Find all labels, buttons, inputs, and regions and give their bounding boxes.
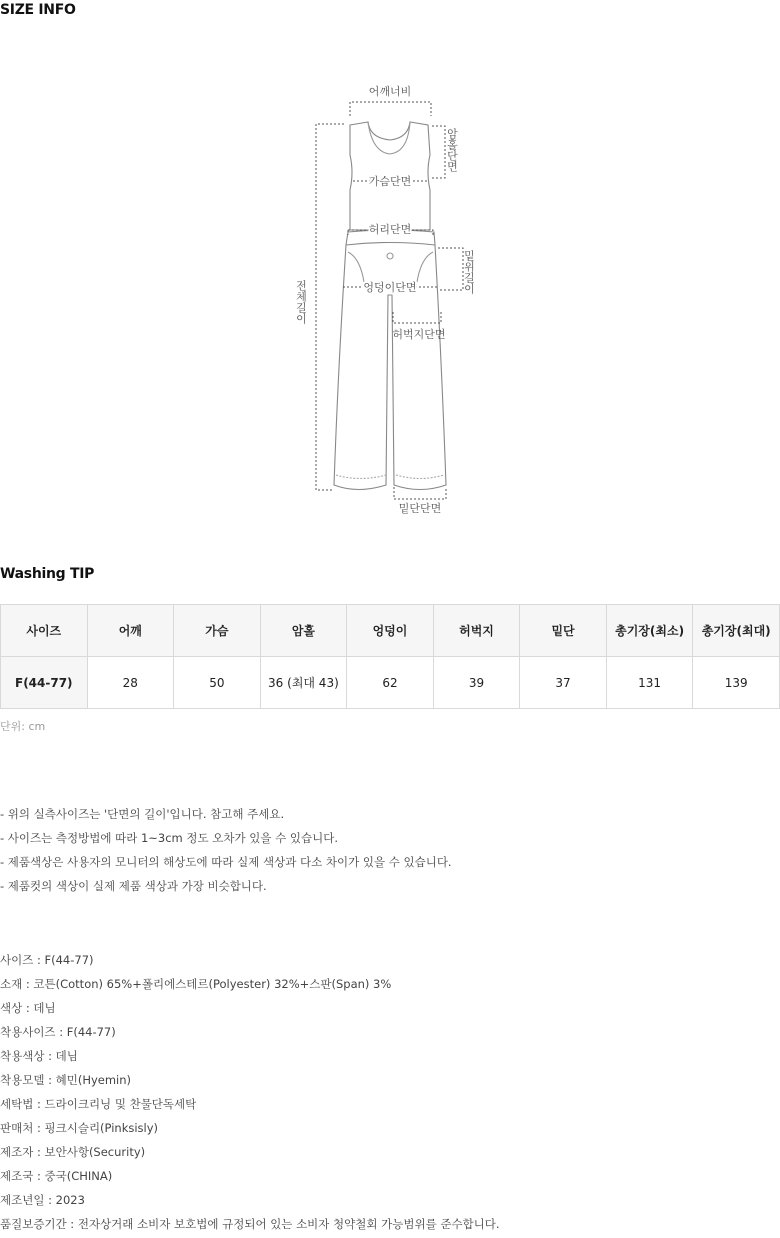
note-item: - 제품컷의 색상이 실제 제품 색상과 가장 비슷합니다. — [0, 879, 267, 893]
note-item: - 사이즈는 측정방법에 따라 1~3cm 정도 오차가 있을 수 있습니다. — [0, 831, 339, 845]
washing-tip-title: Washing TIP — [0, 566, 95, 582]
label-rise: 밑위길이 — [462, 250, 476, 294]
shoulder-guide — [350, 102, 431, 116]
detail-seller: 판매처 : 핑크시슬리(Pinksisly) — [0, 1121, 159, 1135]
header-chest: 가슴 — [174, 605, 261, 657]
table-row — [1, 657, 780, 709]
detail-year: 제조년일 : 2023 — [0, 1193, 85, 1207]
label-armhole: 암홀단면 — [445, 128, 459, 172]
header-hip: 엉덩이 — [347, 605, 434, 657]
thigh-guide — [393, 312, 441, 323]
cell-armhole: 36 (최대 43) — [260, 657, 347, 709]
header-hem: 밑단 — [520, 605, 607, 657]
detail-material: 소재 : 코튼(Cotton) 65%+폴리에스테르(Polyester) 32%+스판(Span) 3% — [0, 977, 392, 991]
cell-hip: 62 — [347, 657, 434, 709]
hem-guide — [394, 487, 446, 499]
header-total-max: 총기장(최대) — [693, 605, 780, 657]
unit-label: 단위: cm — [0, 720, 46, 733]
detail-warranty: 품질보증기간 : 전자상거래 소비자 보호법에 규정되어 있는 소비자 청약철회 가능범위를 준수합니다. — [0, 1217, 500, 1231]
label-shoulder: 어깨너비 — [368, 85, 412, 98]
header-armhole: 암홀 — [260, 605, 347, 657]
detail-color: 색상 : 데님 — [0, 1001, 56, 1015]
cell-total-min: 131 — [606, 657, 693, 709]
detail-model: 착용모델 : 혜민(Hyemin) — [0, 1073, 132, 1087]
note-item: - 위의 실측사이즈는 '단면의 길이'입니다. 참고해 주세요. — [0, 807, 285, 821]
label-hem: 밑단단면 — [398, 502, 442, 515]
header-shoulder: 어깨 — [87, 605, 174, 657]
label-total-length: 전체길이 — [294, 280, 308, 324]
jumpsuit-size-diagram — [280, 80, 480, 520]
detail-manufacturer: 제조자 : 보안사항(Security) — [0, 1145, 146, 1159]
armhole-guide — [432, 126, 445, 178]
detail-washing: 세탁법 : 드라이크리닝 및 찬물단독세탁 — [0, 1097, 197, 1111]
header-total-min: 총기장(최소) — [606, 605, 693, 657]
cell-shoulder: 28 — [87, 657, 174, 709]
note-item: - 제품색상은 사용자의 모니터의 해상도에 따라 실제 색상과 다소 차이가 있을 수 있습니다. — [0, 855, 452, 869]
cell-total-max: 139 — [693, 657, 780, 709]
header-size: 사이즈 — [1, 605, 88, 657]
size-info-title: SIZE INFO — [0, 2, 76, 18]
detail-size: 사이즈 : F(44-77) — [0, 953, 94, 967]
total-length-guide — [316, 124, 344, 490]
header-thigh: 허벅지 — [433, 605, 520, 657]
detail-country: 제조국 : 중국(CHINA) — [0, 1169, 113, 1183]
size-table — [0, 604, 780, 709]
cell-size: F(44-77) — [1, 657, 88, 709]
label-thigh: 허벅지단면 — [392, 328, 446, 341]
label-hip: 엉덩이단면 — [363, 281, 417, 294]
detail-worn-size: 착용사이즈 : F(44-77) — [0, 1025, 116, 1039]
cell-hem: 37 — [520, 657, 607, 709]
label-waist: 허리단면 — [368, 223, 412, 236]
cell-chest: 50 — [174, 657, 261, 709]
detail-worn-color: 착용색상 : 데님 — [0, 1049, 78, 1063]
product-details-list — [0, 950, 500, 1238]
size-table-header-row — [1, 605, 780, 657]
size-notes-list — [0, 804, 452, 900]
label-chest: 가슴단면 — [368, 175, 412, 188]
rise-guide — [438, 248, 463, 290]
cell-thigh: 39 — [433, 657, 520, 709]
